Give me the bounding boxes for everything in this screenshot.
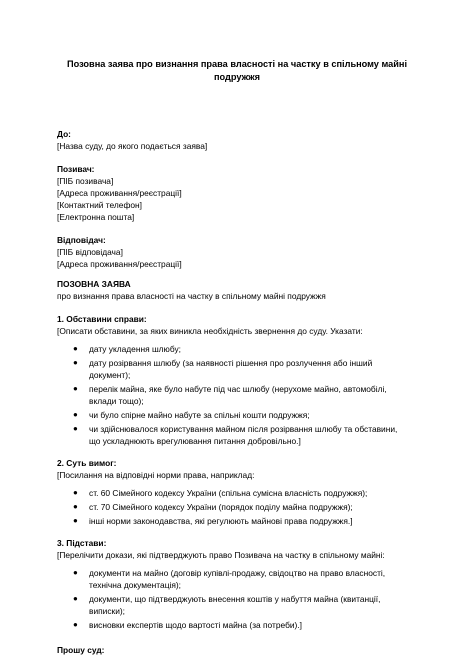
bullet-icon: ● [73,502,78,511]
request-heading: Прошу суд: [57,645,105,655]
section-heading: 3. Підстави: [57,538,107,548]
list-item: ● ст. 60 Сімейного кодексу України (спільна сумісна власність подружжя); [73,488,368,498]
bullet-list [57,567,427,631]
court-name-placeholder: [Назва суду, до якого подається заява] [57,141,208,151]
claim-block [57,278,427,302]
plaintiff-name-placeholder: [ПІБ позивача] [57,176,114,186]
defendant-address-placeholder: [Адреса проживання/реєстрації] [57,259,182,269]
list-item: ● інші норми законодавства, які регулюють майнові права подружжя.] [73,516,353,526]
plaintiff-address-placeholder: [Адреса проживання/реєстрації] [57,188,182,198]
bullet-icon: ● [73,424,78,433]
bullet-icon: ● [73,594,78,603]
bullet-icon: ● [73,358,78,367]
plaintiff-block [57,163,427,223]
list-item: ● ст. 70 Сімейного кодексу України (порядок поділу майна подружжя); [73,502,353,512]
document-title: Позовна заява про визнання права власності на частку в спільному майні подружжя [67,59,407,82]
section-grounds [57,537,427,631]
section-claims [57,457,427,527]
bullet-list [57,343,427,447]
defendant-block [57,234,427,270]
bullet-icon: ● [73,516,78,525]
plaintiff-heading: Позивач: [57,164,95,174]
plaintiff-email-placeholder: [Електронна пошта] [57,212,135,222]
bullet-icon: ● [73,568,78,577]
list-item: ● чи здійснювалося користування майном після розірвання шлюбу та обставини, що ускладнюють врегулювання питання добровільно.] [73,424,398,446]
bullet-icon: ● [73,488,78,497]
defendant-name-placeholder: [ПІБ відповідача] [57,247,123,257]
section-heading: 1. Обставини справи: [57,314,147,324]
bullet-list [57,487,427,527]
list-item: ● документи на майно (договір купівлі-продажу, свідоцтво на право власності, технічна документація); [73,568,386,590]
document-body [57,128,427,656]
list-item: ● дату укладення шлюбу; [73,344,181,354]
list-item: ● документи, що підтверджують внесення коштів у набуття майна (квитанції, виписки); [73,594,381,616]
request-block [57,644,427,656]
section-circumstances [57,313,427,447]
bullet-icon: ● [73,344,78,353]
plaintiff-phone-placeholder: [Контактний телефон] [57,200,142,210]
bullet-icon: ● [73,620,78,629]
addressee-block [57,128,427,152]
list-item: ● чи було спірне майно набуте за спільні кошти подружжя; [73,410,310,420]
section-intro: [Посилання на відповідні норми права, наприклад: [57,470,255,480]
claim-heading: ПОЗОВНА ЗАЯВА [57,279,131,289]
addressee-heading: До: [57,129,71,139]
section-intro: [Описати обставини, за яких виникла необхідність звернення до суду. Указати: [57,326,363,336]
section-intro: [Перелічити докази, які підтверджують право Позивача на частку в спільному майні: [57,550,385,560]
list-item: ● висновки експертів щодо вартості майна (за потреби).] [73,620,302,630]
bullet-icon: ● [73,384,78,393]
section-heading: 2. Суть вимог: [57,458,117,468]
list-item: ● перелік майна, яке було набуте під час шлюбу (нерухоме майно, автомобілі, вклади тощо); [73,384,387,406]
defendant-heading: Відповідач: [57,235,106,245]
bullet-icon: ● [73,410,78,419]
claim-subtitle: про визнання права власності на частку в спільному майні подружжя [57,291,326,301]
list-item: ● дату розірвання шлюбу (за наявності рішення про розлучення або інший документ); [73,358,373,380]
